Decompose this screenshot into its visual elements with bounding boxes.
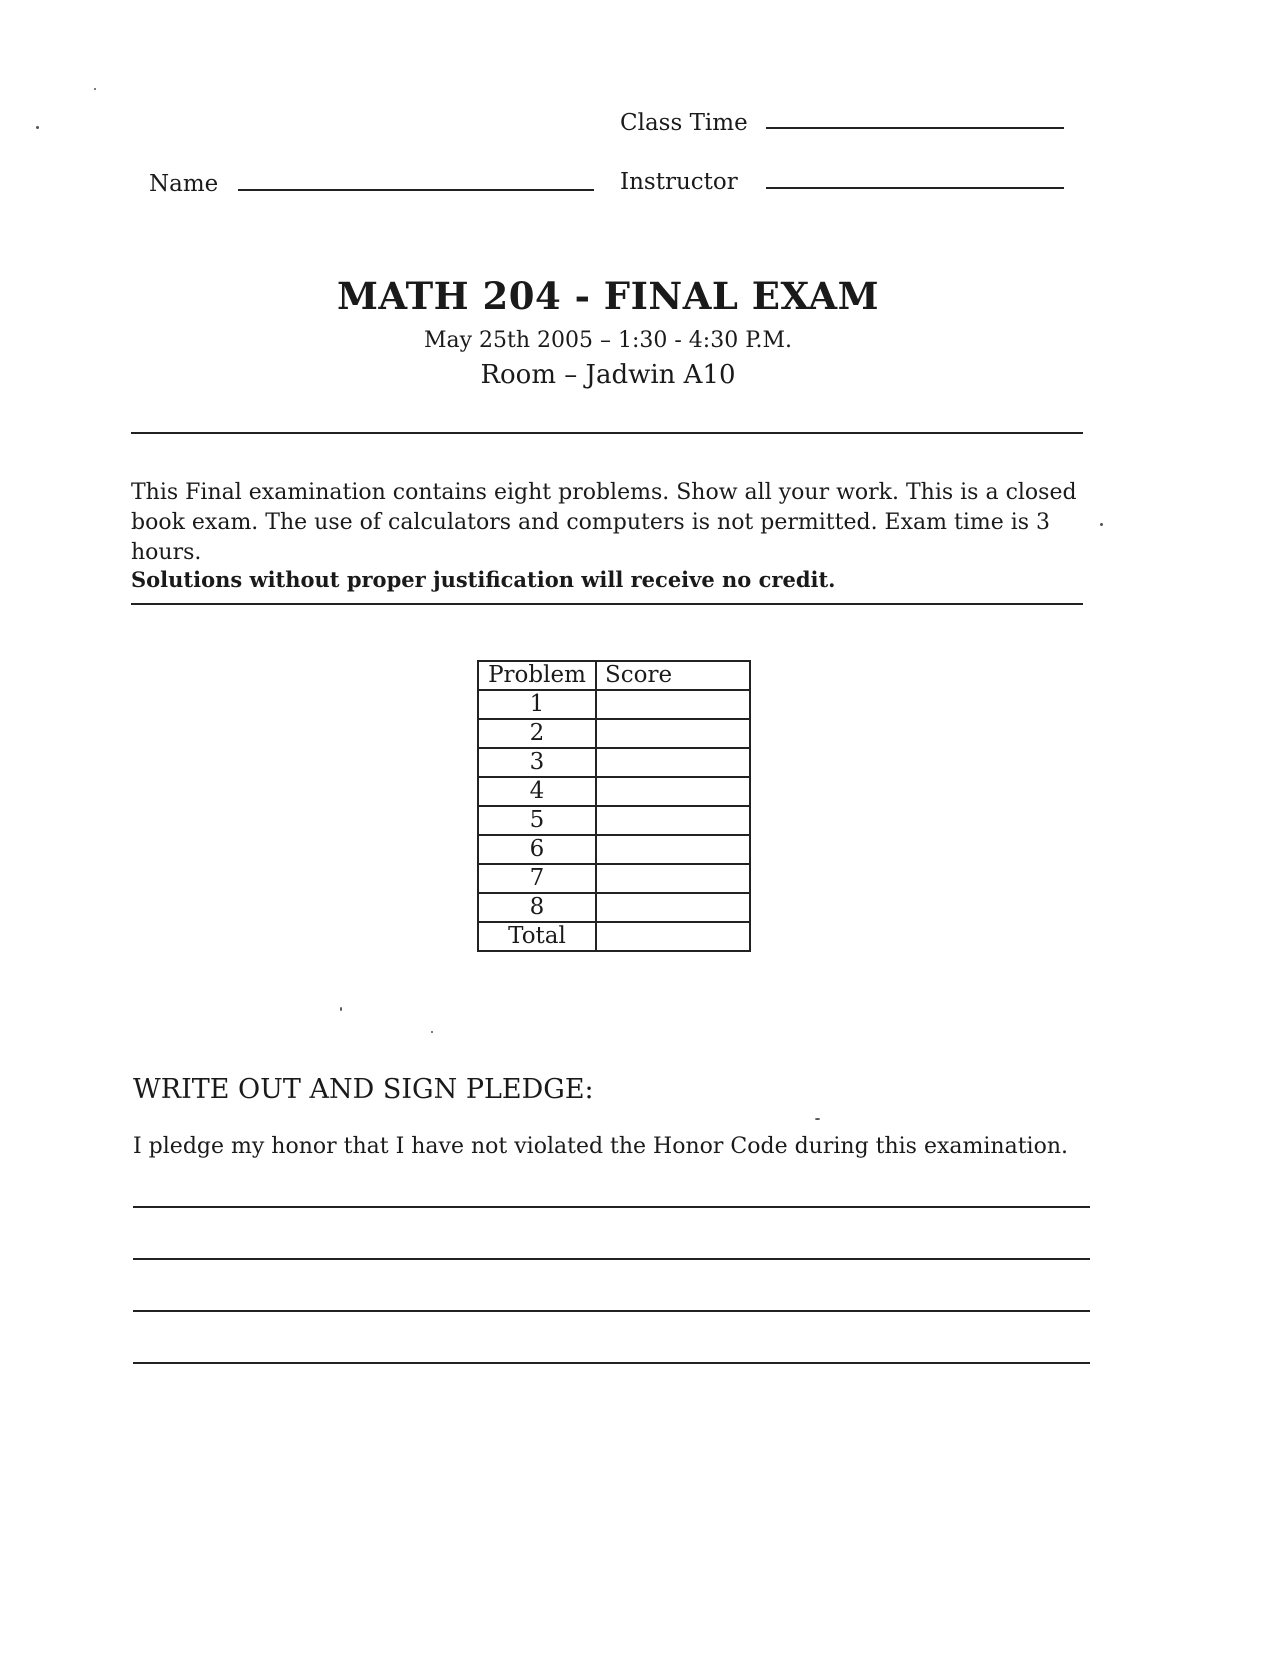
instructor-label: Instructor bbox=[620, 169, 738, 195]
score-cell[interactable] bbox=[596, 748, 750, 777]
problem-number: 8 bbox=[478, 893, 596, 922]
exam-title: MATH 204 - FINAL EXAM bbox=[336, 274, 880, 318]
name-label: Name bbox=[149, 171, 219, 197]
divider-top bbox=[131, 432, 1083, 434]
total-label: Total bbox=[478, 922, 596, 951]
table-row bbox=[478, 835, 750, 864]
scan-speck bbox=[815, 1118, 820, 1120]
score-cell[interactable] bbox=[596, 835, 750, 864]
score-cell[interactable] bbox=[596, 864, 750, 893]
name-field[interactable] bbox=[238, 189, 594, 191]
problem-number: 5 bbox=[478, 806, 596, 835]
score-cell[interactable] bbox=[596, 806, 750, 835]
problem-number: 2 bbox=[478, 719, 596, 748]
table-row bbox=[478, 748, 750, 777]
justification-warning: Solutions without proper justification will receive no credit. bbox=[131, 567, 836, 592]
table-row bbox=[478, 864, 750, 893]
instructions-paragraph: This Final examination contains eight problems. Show all your work. This is a closed book exam. The use of calculators and computers is not permitted. Exam time is 3 hours. bbox=[131, 480, 1077, 565]
table-row bbox=[478, 719, 750, 748]
total-score-cell[interactable] bbox=[596, 922, 750, 951]
pledge-line-3[interactable] bbox=[133, 1310, 1090, 1312]
pledge-heading: WRITE OUT AND SIGN PLEDGE: bbox=[133, 1074, 594, 1105]
scan-speck bbox=[1100, 523, 1103, 526]
problem-column-header: Problem bbox=[478, 661, 596, 690]
table-row bbox=[478, 690, 750, 719]
table-row bbox=[478, 777, 750, 806]
class-time-label: Class Time bbox=[620, 110, 748, 136]
pledge-text: I pledge my honor that I have not violated the Honor Code during this examination. bbox=[133, 1134, 1068, 1159]
table-row bbox=[478, 893, 750, 922]
class-time-field[interactable] bbox=[766, 127, 1064, 129]
exam-date-time: May 25th 2005 – 1:30 - 4:30 P.M. bbox=[423, 328, 793, 353]
problem-number: 3 bbox=[478, 748, 596, 777]
score-cell[interactable] bbox=[596, 777, 750, 806]
scan-speck bbox=[431, 1031, 433, 1033]
scan-speck bbox=[36, 126, 39, 129]
scan-speck bbox=[94, 88, 96, 90]
problem-number: 4 bbox=[478, 777, 596, 806]
score-table-header bbox=[478, 661, 750, 690]
problem-number: 7 bbox=[478, 864, 596, 893]
problem-number: 6 bbox=[478, 835, 596, 864]
score-cell[interactable] bbox=[596, 893, 750, 922]
problem-number: 1 bbox=[478, 690, 596, 719]
instructor-field[interactable] bbox=[766, 187, 1064, 189]
table-row bbox=[478, 806, 750, 835]
table-row-total bbox=[478, 922, 750, 951]
scan-speck bbox=[340, 1007, 342, 1011]
pledge-line-1[interactable] bbox=[133, 1206, 1090, 1208]
exam-room: Room – Jadwin A10 bbox=[480, 360, 736, 390]
pledge-line-4[interactable] bbox=[133, 1362, 1090, 1364]
score-column-header: Score bbox=[596, 661, 750, 690]
divider-warning bbox=[131, 603, 1083, 605]
pledge-line-2[interactable] bbox=[133, 1258, 1090, 1260]
score-cell[interactable] bbox=[596, 690, 750, 719]
score-table bbox=[477, 660, 751, 952]
score-cell[interactable] bbox=[596, 719, 750, 748]
